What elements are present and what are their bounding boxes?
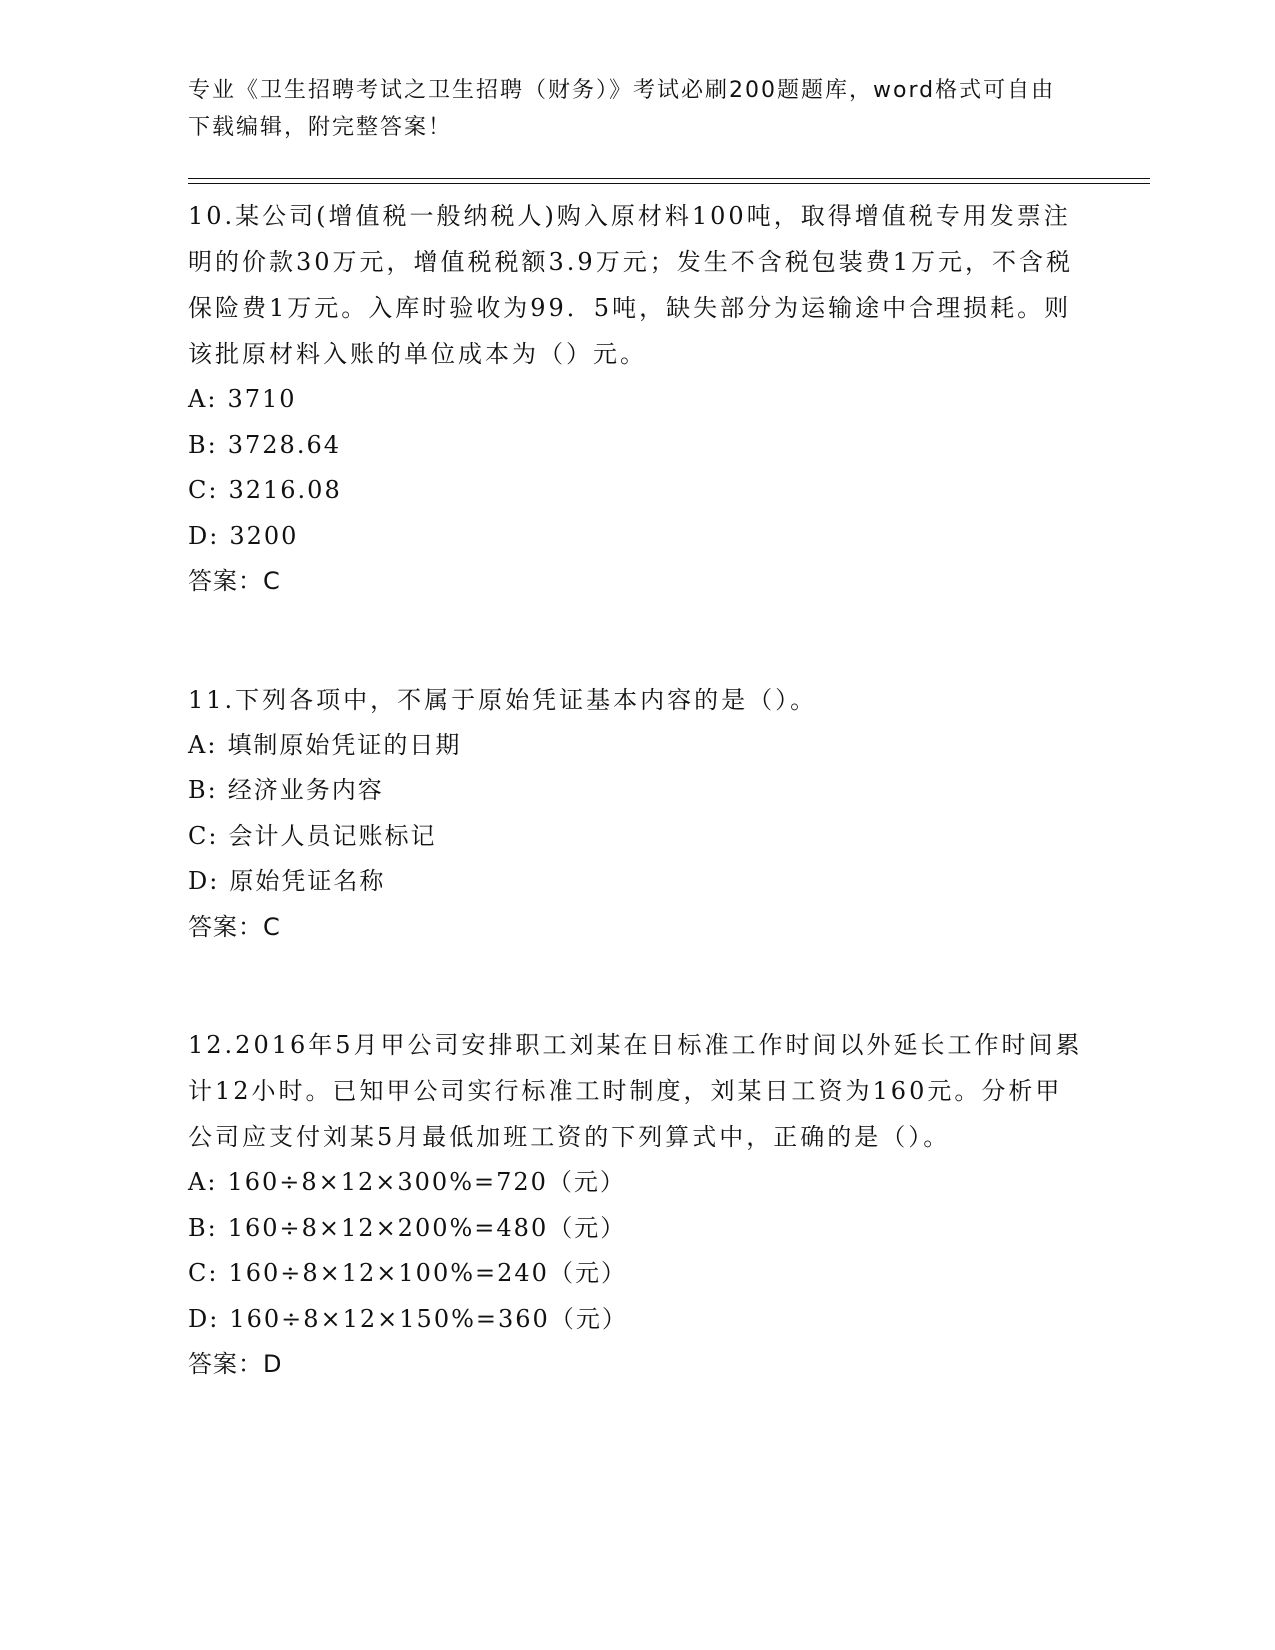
- option-key: D: [188, 1304, 210, 1333]
- option-text: 160÷8×12×200%=480（元）: [227, 1213, 627, 1242]
- option-text: 3216.08: [228, 476, 342, 504]
- answer-line: [188, 905, 1088, 951]
- option-text: 160÷8×12×300%=720（元）: [227, 1168, 626, 1196]
- option-b: B: 经济业务内容: [188, 776, 384, 804]
- document-header: 专业《卫生招聘考试之卫生招聘（财务）》考试必刷200题题库，word格式可自由下载编辑，附完整答案！: [188, 78, 1056, 140]
- question-stem: 11.下列各项中，不属于原始凭证基本内容的是（）。: [188, 685, 818, 714]
- answer-line: [188, 559, 1088, 605]
- option-text: 3710: [227, 385, 297, 413]
- question-10: [188, 193, 1088, 605]
- question-stem: 12.2016年5月甲公司安排职工刘某在日标准工作时间以外延长工作时间累计12小时。已知甲公司实行标准工时制度，刘某日工资为160元。分析甲公司应支付刘某5月最低加班工资的下列算式中，正确的是（）。: [188, 1031, 1083, 1151]
- option-a: A: 3710: [188, 385, 297, 413]
- answer-value: C: [263, 912, 281, 941]
- option-c: C: 3216.08: [188, 476, 342, 504]
- option-key: D: [188, 867, 210, 895]
- option-text: 3728.64: [227, 430, 341, 459]
- answer-label: 答案：: [188, 567, 263, 595]
- option-key: A: [188, 385, 208, 413]
- option-key: C: [188, 821, 209, 850]
- option-text: 160÷8×12×100%=240（元）: [228, 1259, 627, 1287]
- question-12: [188, 1022, 1088, 1388]
- option-text: 填制原始凭证的日期: [227, 730, 462, 759]
- option-text: 经济业务内容: [227, 776, 384, 804]
- answer-label: 答案：: [188, 912, 263, 941]
- option-text: 会计人员记账标记: [228, 821, 437, 850]
- option-key: A: [188, 730, 208, 759]
- option-key: A: [188, 1168, 208, 1196]
- option-d: D: 3200: [188, 521, 299, 550]
- option-text: 3200: [229, 521, 299, 550]
- header-divider-bottom: [188, 183, 1150, 184]
- option-c: C: 会计人员记账标记: [188, 821, 437, 850]
- answer-value: C: [263, 567, 281, 595]
- option-c: C: 160÷8×12×100%=240（元）: [188, 1259, 627, 1287]
- answer-line: [188, 1342, 1088, 1388]
- option-d: D: 160÷8×12×150%=360（元）: [188, 1304, 628, 1333]
- answer-value: D: [263, 1350, 283, 1378]
- option-a: A: 填制原始凭证的日期: [188, 730, 462, 759]
- option-key: C: [188, 1259, 209, 1287]
- answer-label: 答案：: [188, 1350, 263, 1378]
- option-key: B: [188, 776, 208, 804]
- option-b: B: 3728.64: [188, 430, 341, 459]
- option-text: 原始凭证名称: [229, 867, 386, 895]
- option-a: A: 160÷8×12×300%=720（元）: [188, 1168, 626, 1196]
- option-key: B: [188, 430, 208, 459]
- question-stem: 10.某公司(增值税一般纳税人)购入原材料100吨，取得增值税专用发票注明的价款30万元，增值税税额3.9万元；发生不含税包装费1万元，不含税保险费1万元。入库时验收为99．5吨，缺失部分为运输途中合理损耗。则该批原材料入账的单位成本为（）元。: [188, 202, 1073, 368]
- header-divider-thin: [188, 178, 1150, 179]
- option-key: C: [188, 476, 209, 504]
- question-11: [188, 677, 1088, 951]
- question-list: [188, 193, 1088, 1388]
- option-text: 160÷8×12×150%=360（元）: [229, 1304, 628, 1333]
- option-key: B: [188, 1213, 208, 1242]
- option-b: B: 160÷8×12×200%=480（元）: [188, 1213, 627, 1242]
- option-d: D: 原始凭证名称: [188, 867, 386, 895]
- option-key: D: [188, 521, 210, 550]
